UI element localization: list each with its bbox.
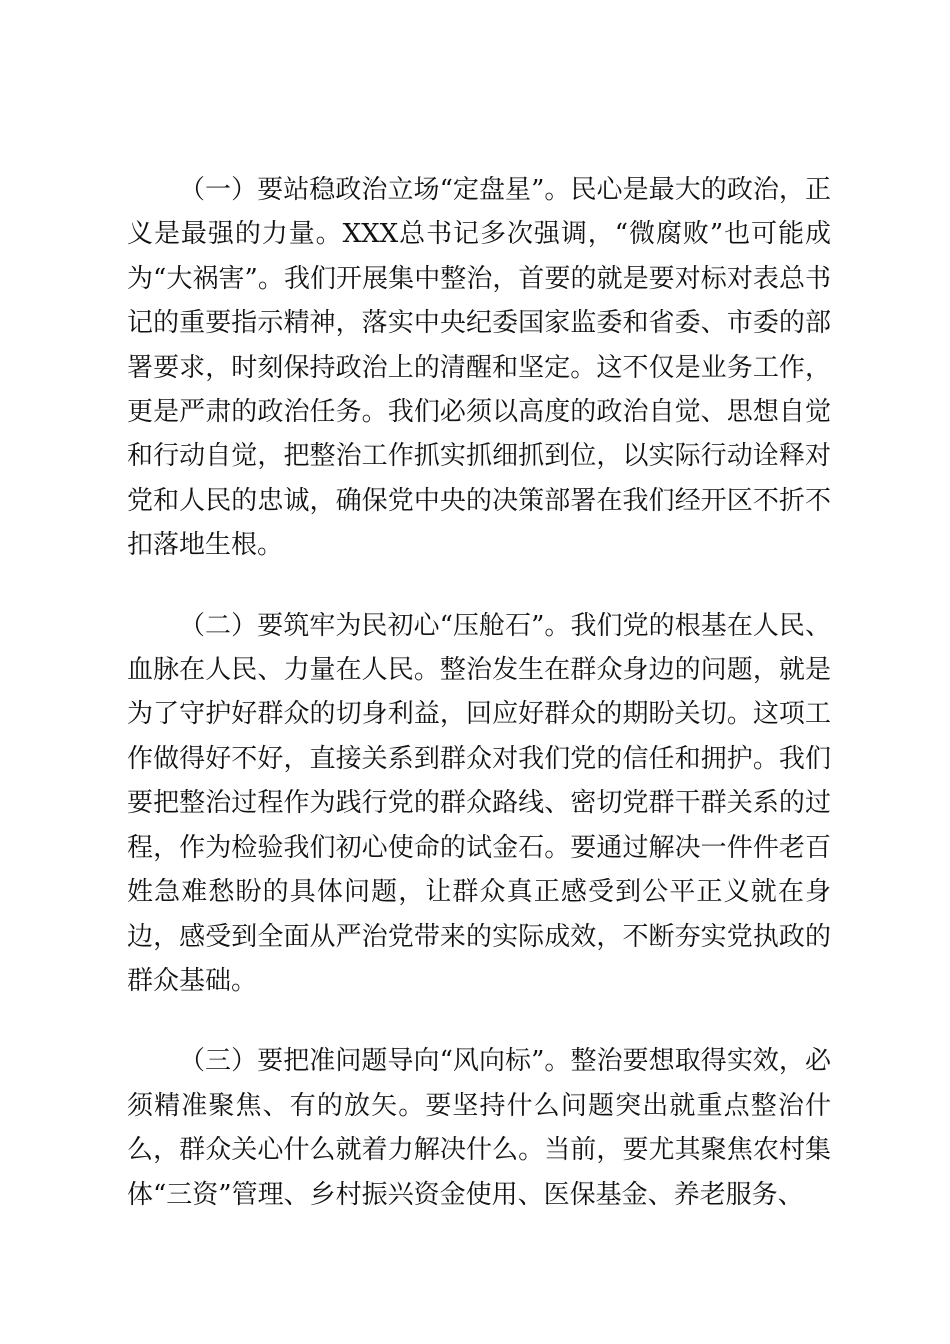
paragraph-political-stance: （一）要站稳政治立场“定盘星”。民心是最大的政治，正义是最强的力量。XXX总书记多次强调，“微腐败”也可能成为“大祸害”。我们开展集中整治，首要的就是要对标对表总书记的重要指示精神，落实中央纪委国家监委和省委、市委的部署要求，时刻保持政治上的清醒和坚定。这不仅是业务工作，更是严肃的政治任务。我们必须以高度的政治自觉、思想自觉和行动自觉，把整治工作抓实抓细抓到位，以实际行动诠释对党和人民的忠诚，确保党中央的决策部署在我们经开区不折不扣落地生根。 [127,175,831,561]
paragraph-people-first: （二）要筑牢为民初心“压舱石”。我们党的根基在人民、血脉在人民、力量在人民。整治发生在群众身边的问题，就是为了守护好群众的切身利益，回应好群众的期盼关切。这项工作做得好不好，直接关系到群众对我们党的信任和拥护。我们要把整治过程作为践行党的群众路线、密切党群干群关系的过程，作为检验我们初心使命的试金石。要通过解决一件件老百姓急难愁盼的具体问题，让群众真正感受到公平正义就在身边，感受到全面从严治党带来的实际成效，不断夯实党执政的群众基础。 [127,610,831,996]
paragraph-problem-oriented: （三）要把准问题导向“风向标”。整治要想取得实效，必须精准聚焦、有的放矢。要坚持什么问题突出就重点整治什么，群众关心什么就着力解决什么。当前，要尤其聚焦农村集体“三资”管理、乡村振兴资金使用、医保基金、养老服务、 [127,1046,831,1210]
document-body [127,168,831,1217]
